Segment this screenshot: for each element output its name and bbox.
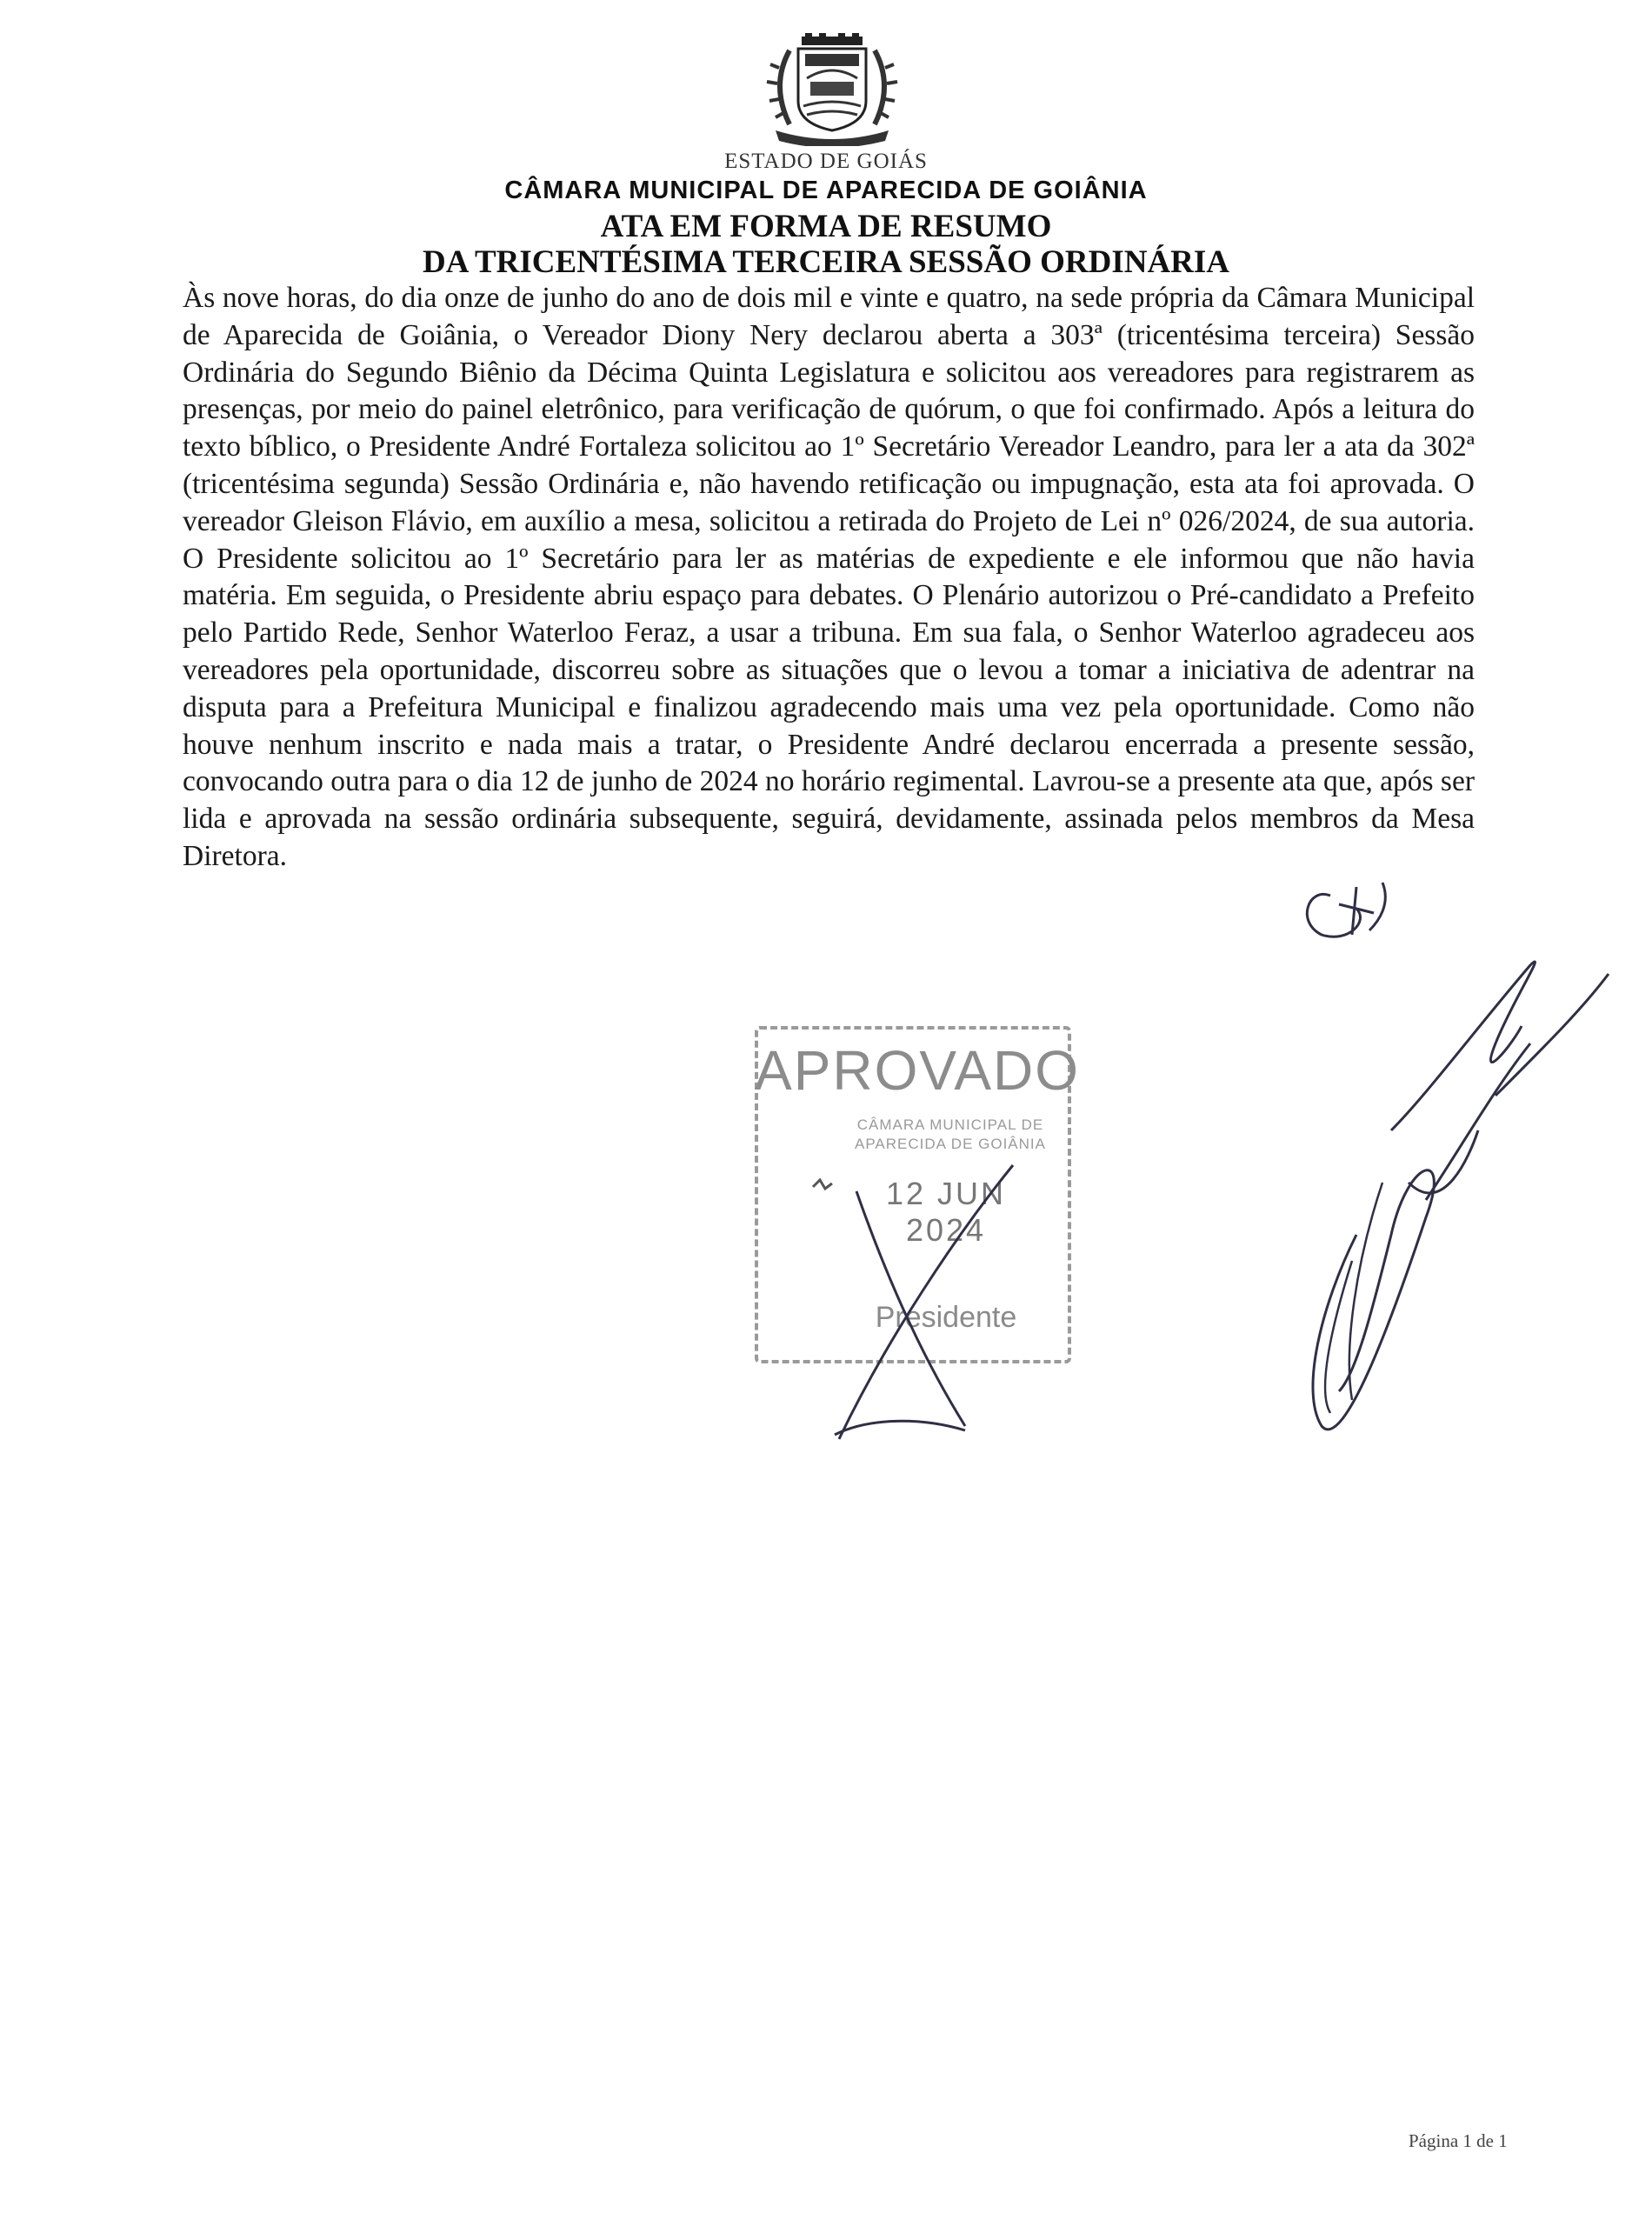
municipal-coat-of-arms-icon — [755, 33, 909, 146]
approval-stamp — [755, 1026, 1078, 1374]
stamp-title: APROVADO — [755, 1039, 1080, 1102]
chamber-name: CÂMARA MUNICIPAL DE APARECIDA DE GOIÂNIA — [504, 177, 1148, 204]
initials-signature — [1307, 883, 1385, 936]
state-name: ESTADO DE GOIÁS — [724, 150, 928, 173]
document-title-line1: ATA EM FORMA DE RESUMO — [600, 209, 1052, 244]
president-signature — [1313, 962, 1609, 1430]
document-title-line2: DA TRICENTÉSIMA TERCEIRA SESSÃO ORDINÁRIA — [423, 244, 1229, 280]
stamp-role: Presidente — [875, 1301, 1017, 1334]
minutes-body-text: Às nove horas, do dia onze de junho do ano de dois mil e vinte e quatro, na sede própria da Câmara Municipal de Aparecida de Goiânia, o Vereador Diony Nery declarou aberta a 303ª (tricentésima terceira) Sessão Ordinária do Segundo Biênio da Décima Quinta Legislatura e solicitou aos vereadores para registrarem as presenças, por meio do painel eletrônico, para verificação de quórum, o que foi confirmado. Após a leitura do texto bíblico, o Presidente André Fortaleza solicitou ao 1º Secretário Vereador Leandro, para ler a ata da 302ª (tricentésima segunda) Sessão Ordinária e, não havendo retificação ou impugnação, esta ata foi aprovada. O vereador Gleison Flávio, em auxílio a mesa, solicitou a retirada do Projeto de Lei nº 026/2024, de sua autoria. O Presidente solicitou ao 1º Secretário para ler as matérias de expediente e ele informou que não havia matéria. Em seguida, o Presidente abriu espaço para debates. O Plenário autorizou o Pré-candidato a Prefeito pelo Partido Rede, Senhor Waterloo Feraz, a usar a tribuna. Em sua fala, o Senhor Waterloo agradeceu aos vereadores pela oportunidade, discorreu sobre as situações que o levou a tomar a iniciativa de adentrar na disputa para a Prefeitura Municipal e finalizou agradecendo mais uma vez pela oportunidade. Como não houve nenhum inscrito e nada mais a tratar, o Presidente André declarou encerrada a presente sessão, convocando outra para o dia 12 de junho de 2024 no horário regimental. Lavrou-se a presente ata que, após ser lida e aprovada na sessão ordinária subsequente, seguirá, devidamente, assinada pelos membros da Mesa Diretora. — [183, 282, 1475, 872]
page-number: Página 1 de 1 — [1409, 2130, 1508, 2151]
stamp-line-2: APARECIDA DE GOIÂNIA — [855, 1136, 1046, 1152]
stamp-line-1: CÂMARA MUNICIPAL DE — [856, 1116, 1044, 1133]
stamp-date: 12 JUN 2024 — [885, 1176, 1007, 1248]
